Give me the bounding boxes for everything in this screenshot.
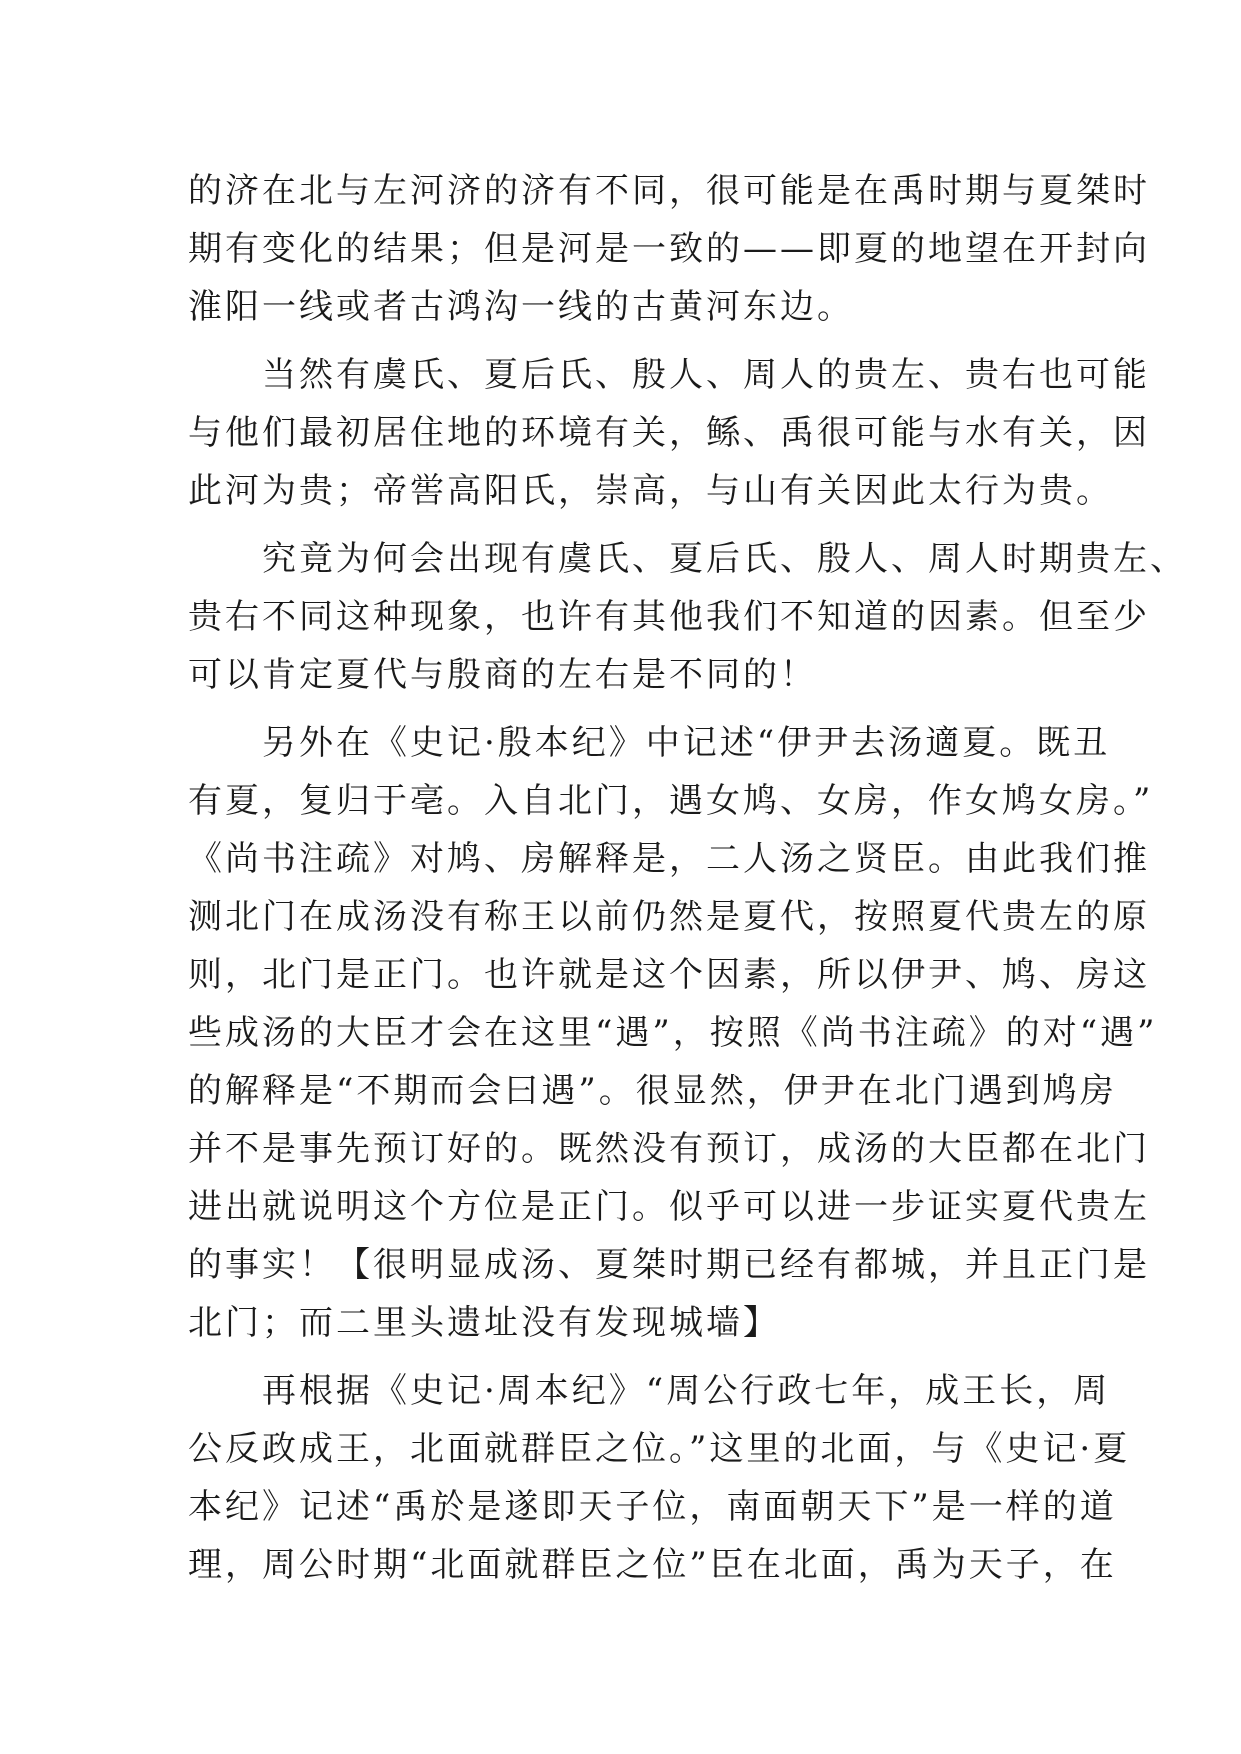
paragraph-5 [188,1362,1131,1594]
text-line: 淮阳一线或者古鸿沟一线的古黄河东边。 [188,287,854,327]
text-line: 再根据《史记·周本纪》“周公行政七年，成王长，周 [188,1371,1111,1411]
paragraph-3 [188,530,1187,704]
paragraph-4 [188,714,1158,1352]
text-line: 与他们最初居住地的环境有关，鲧、禹很可能与水有关，因 [188,413,1150,453]
text-line: 公反政成王，北面就群臣之位。”这里的北面，与《史记·夏 [188,1429,1131,1469]
text-line: 有夏，复归于亳。入自北门，遇女鸠、女房，作女鸠女房。” [188,781,1154,821]
text-line: 些成汤的大臣才会在这里“遇”，按照《尚书注疏》的对“遇” [188,1013,1158,1053]
text-line: 当然有虞氏、夏后氏、殷人、周人的贵左、贵右也可能 [188,355,1150,395]
text-line: 究竟为何会出现有虞氏、夏后氏、殷人、周人时期贵左、 [188,539,1187,579]
text-line: 并不是事先预订好的。既然没有预订，成汤的大臣都在北门 [188,1129,1150,1169]
text-line: 则，北门是正门。也许就是这个因素，所以伊尹、鸠、房这 [188,955,1150,995]
text-line: 理，周公时期“北面就群臣之位”臣在北面，禹为天子，在 [188,1545,1117,1585]
text-line: 本纪》记述“禹於是遂即天子位，南面朝天下”是一样的道 [188,1487,1117,1527]
text-line: 可以肯定夏代与殷商的左右是不同的！ [188,655,817,695]
text-line: 进出就说明这个方位是正门。似乎可以进一步证实夏代贵左 [188,1187,1150,1227]
text-line: 《尚书注疏》对鸠、房解释是，二人汤之贤臣。由此我们推 [188,839,1150,879]
text-line: 北门；而二里头遗址没有发现城墙】 [188,1303,780,1343]
paragraph-1 [188,162,1150,336]
text-line: 贵右不同这种现象，也许有其他我们不知道的因素。但至少 [188,597,1150,637]
text-line: 另外在《史记·殷本纪》中记述“伊尹去汤適夏。既丑 [188,723,1111,763]
text-line: 测北门在成汤没有称王以前仍然是夏代，按照夏代贵左的原 [188,897,1150,937]
paragraph-2 [188,346,1150,520]
text-line: 的事实！【很明显成汤、夏桀时期已经有都城，并且正门是 [188,1245,1150,1285]
text-line: 的解释是“不期而会曰遇”。很显然，伊尹在北门遇到鸠房 [188,1071,1117,1111]
text-line: 期有变化的结果；但是河是一致的——即夏的地望在开封向 [188,229,1150,269]
text-line: 此河为贵；帝喾高阳氏，崇高，与山有关因此太行为贵。 [188,471,1113,511]
text-line: 的济在北与左河济的济有不同，很可能是在禹时期与夏桀时 [188,171,1150,211]
document-page [188,162,1187,1594]
